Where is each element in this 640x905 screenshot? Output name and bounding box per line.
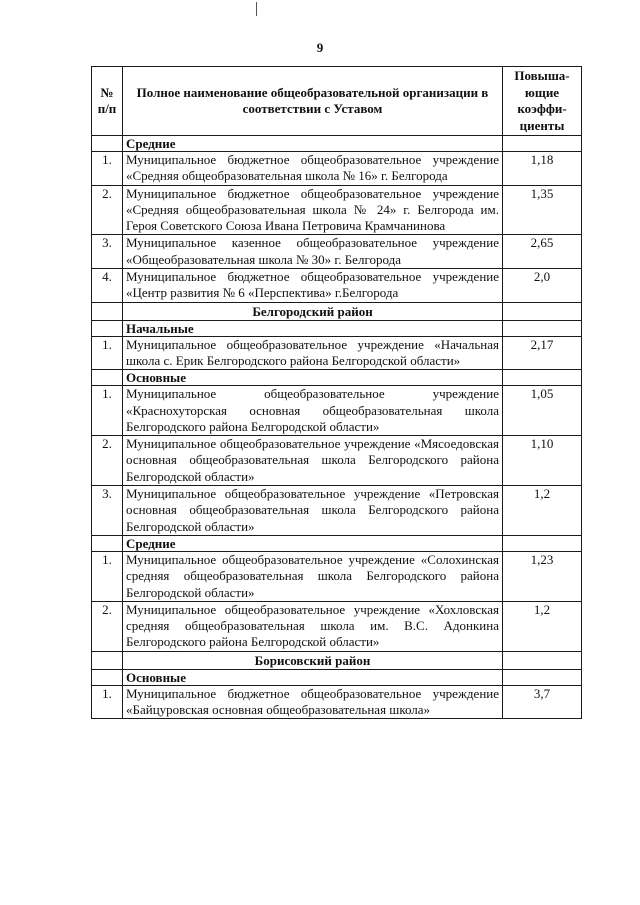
organization-name: Муниципальное бюджетное общеобразовательное учреждение «Центр развития № 6 «Перспектива» г.Белгорода xyxy=(123,269,503,303)
district-row xyxy=(92,302,582,320)
row-number: 1. xyxy=(92,386,123,436)
table-row xyxy=(92,551,582,601)
coefficient-value: 3,7 xyxy=(503,685,582,719)
table-row xyxy=(92,386,582,436)
empty-cell xyxy=(503,535,582,551)
coefficient-value: 2,0 xyxy=(503,269,582,303)
district-label: Белгородский район xyxy=(123,302,503,320)
organization-name: Муниципальное казенное общеобразовательное учреждение «Общеобразовательная школа № 30» г. Белгорода xyxy=(123,235,503,269)
school-type-row xyxy=(92,370,582,386)
table-row xyxy=(92,486,582,536)
district-row xyxy=(92,651,582,669)
row-number: 2. xyxy=(92,185,123,235)
organization-name: Муниципальное общеобразовательное учреждение «Хохловская средняя общеобразовательная школа им. В.С. Адонкина Белгородского района Белгородской области» xyxy=(123,601,503,651)
organization-name: Муниципальное общеобразовательное учреждение «Солохинская средняя общеобразовательная школа Белгородского района Белгородской области» xyxy=(123,551,503,601)
organization-name: Муниципальное бюджетное общеобразовательное учреждение «Средняя общеобразовательная школа № 24» г. Белгорода им. Героя Советского Союза Ивана Петровича Крамчанинова xyxy=(123,185,503,235)
page-number: 9 xyxy=(316,40,324,55)
header-organization-name: Полное наименование общеобразовательной организации в соответствии с Уставом xyxy=(123,67,503,136)
row-number: 4. xyxy=(92,269,123,303)
district-label: Борисовский район xyxy=(123,651,503,669)
coefficient-value: 1,10 xyxy=(503,436,582,486)
row-number: 3. xyxy=(92,486,123,536)
empty-cell xyxy=(92,535,123,551)
table-row xyxy=(92,436,582,486)
school-type-row xyxy=(92,320,582,336)
coefficient-value: 2,17 xyxy=(503,336,582,370)
school-type-label: Основные xyxy=(123,370,503,386)
empty-cell xyxy=(503,136,582,152)
coefficient-value: 1,23 xyxy=(503,551,582,601)
table-row xyxy=(92,269,582,303)
organization-name: Муниципальное общеобразовательное учреждение «Краснохуторская основная общеобразовательная школа Белгородского района Белгородской области» xyxy=(123,386,503,436)
school-type-row xyxy=(92,669,582,685)
row-number: 3. xyxy=(92,235,123,269)
empty-cell xyxy=(503,302,582,320)
organization-name: Муниципальное общеобразовательное учреждение «Начальная школа с. Ерик Белгородского района Белгородской области» xyxy=(123,336,503,370)
empty-cell xyxy=(503,669,582,685)
school-type-label: Основные xyxy=(123,669,503,685)
row-number: 1. xyxy=(92,551,123,601)
table-row xyxy=(92,336,582,370)
coefficient-value: 2,65 xyxy=(503,235,582,269)
coefficient-value: 1,18 xyxy=(503,152,582,186)
empty-cell xyxy=(503,320,582,336)
organization-name: Муниципальное бюджетное общеобразовательное учреждение «Средняя общеобразовательная школа № 16» г. Белгорода xyxy=(123,152,503,186)
organization-name: Муниципальное общеобразовательное учреждение «Петровская основная общеобразовательная школа Белгородского района Белгородской области» xyxy=(123,486,503,536)
row-number: 1. xyxy=(92,152,123,186)
header-number: № п/п xyxy=(92,67,123,136)
table-row xyxy=(92,685,582,719)
table-header-row xyxy=(92,67,582,136)
school-type-row xyxy=(92,535,582,551)
school-type-row xyxy=(92,136,582,152)
row-number: 1. xyxy=(92,336,123,370)
row-number: 2. xyxy=(92,601,123,651)
table-row xyxy=(92,152,582,186)
header-coefficients: Повыша- ющие коэффи- циенты xyxy=(503,67,582,136)
table-row xyxy=(92,185,582,235)
school-type-label: Начальные xyxy=(123,320,503,336)
empty-cell xyxy=(92,651,123,669)
coefficient-value: 1,05 xyxy=(503,386,582,436)
empty-cell xyxy=(503,370,582,386)
empty-cell xyxy=(92,302,123,320)
empty-cell xyxy=(92,136,123,152)
scan-mark xyxy=(256,2,257,16)
coefficient-value: 1,2 xyxy=(503,486,582,536)
school-type-label: Средние xyxy=(123,535,503,551)
row-number: 1. xyxy=(92,685,123,719)
organization-name: Муниципальное общеобразовательное учреждение «Мясоедовская основная общеобразовательная школа Белгородского района Белгородской области» xyxy=(123,436,503,486)
empty-cell xyxy=(92,370,123,386)
table-body xyxy=(92,136,582,719)
coefficient-value: 1,35 xyxy=(503,185,582,235)
table-row xyxy=(92,235,582,269)
empty-cell xyxy=(503,651,582,669)
organization-name: Муниципальное бюджетное общеобразовательное учреждение «Байцуровская основная общеобразовательная школа» xyxy=(123,685,503,719)
empty-cell xyxy=(92,669,123,685)
school-type-label: Средние xyxy=(123,136,503,152)
table-row xyxy=(92,601,582,651)
coefficient-value: 1,2 xyxy=(503,601,582,651)
empty-cell xyxy=(92,320,123,336)
row-number: 2. xyxy=(92,436,123,486)
schools-table xyxy=(91,66,582,719)
